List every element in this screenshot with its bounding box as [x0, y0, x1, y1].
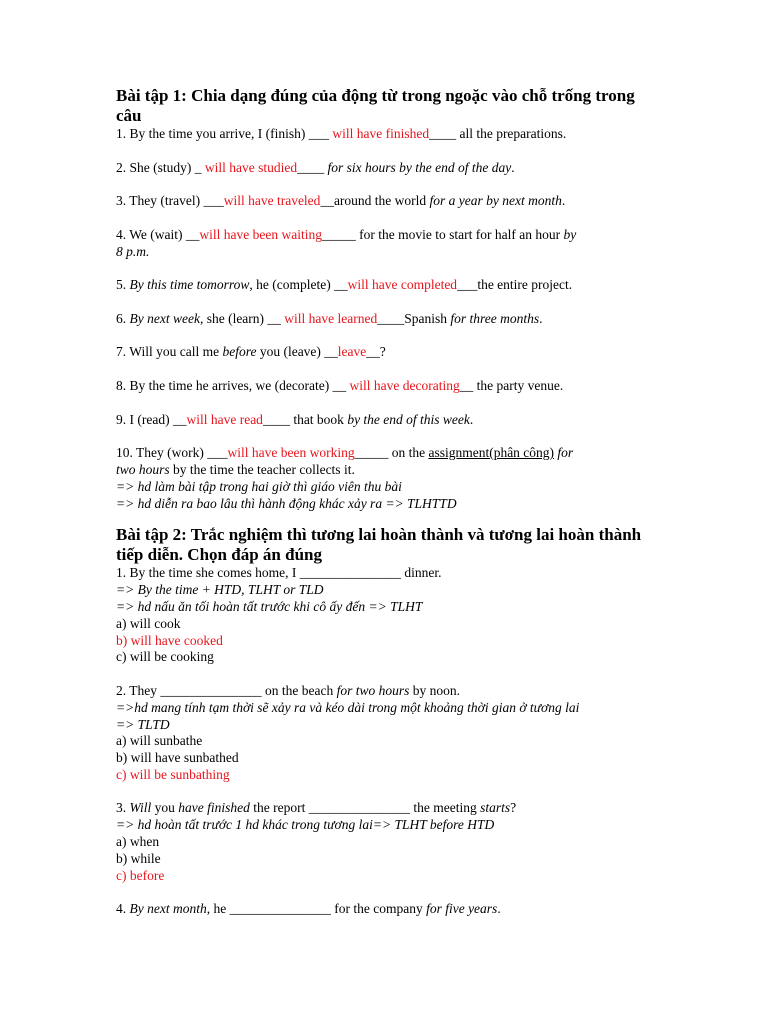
- ex2-question-2-note-2: => TLTD: [116, 716, 170, 732]
- answer: will have learned: [284, 310, 378, 326]
- ex1-question-10-cont: two hours by the time the teacher collects it.: [116, 461, 355, 477]
- answer: leave: [337, 344, 367, 360]
- answer: will have been working: [227, 445, 355, 461]
- ex2-question-3-note-1: => hd hoàn tất trước 1 hd khác trong tương lai=> TLHT before HTD: [116, 817, 495, 833]
- ex2-q3-option-b: b) while: [116, 850, 161, 866]
- ex1-question-2: 2. She (study) _ will have studied____ for six hours by the end of the day.: [116, 159, 515, 175]
- ex2-question-1-note-1: => By the time + HTD, TLHT or TLD: [116, 582, 324, 598]
- answer: will have traveled: [223, 193, 321, 209]
- ex1-question-6: 6. By next week, she (learn) __ will have learned____Spanish for three months.: [116, 310, 543, 326]
- ex1-question-8: 8. By the time he arrives, we (decorate) __ will have decorating__ the party venue.: [116, 377, 564, 393]
- answer: will have completed: [347, 277, 458, 293]
- answer: will have been waiting: [199, 226, 322, 242]
- ex2-question-3: 3. Will you have finished the report _______________ the meeting starts?: [116, 800, 517, 816]
- ex1-question-9: 9. I (read) __will have read____ that book by the end of this week.: [116, 411, 474, 427]
- answer: will have read: [186, 411, 263, 427]
- answer: will have finished: [332, 126, 430, 141]
- ex2-question-1: 1. By the time she comes home, I _______________ dinner.: [116, 565, 442, 581]
- ex1-question-10-note-2: => hd diễn ra bao lâu thì hành động khác xảy ra => TLHTTD: [116, 495, 457, 511]
- ex2-question-2: 2. They _______________ on the beach for two hours by noon.: [116, 682, 460, 698]
- ex1-question-3: 3. They (travel) ___will have traveled__around the world for a year by next month.: [116, 193, 566, 209]
- ex2-q2-option-a: a) will sunbathe: [116, 733, 203, 749]
- ex1-question-10-note-1: => hd làm bài tập trong hai giờ thì giáo viên thu bài: [116, 478, 402, 494]
- ex1-question-1: 1. By the time you arrive, I (finish) ___ will have finished____ all the preparations.: [116, 126, 567, 141]
- exercise-2-title: Bài tập 2: Trắc nghiệm thì tương lai hoàn thành và tương lai hoàn thành tiếp diễn. Chọn đáp án đúng: [116, 525, 642, 565]
- underlined-term: assignment(phân công): [428, 445, 555, 461]
- ex1-question-4-cont: 8 p.m.: [116, 243, 150, 259]
- ex2-q2-option-c-correct: c) will be sunbathing: [116, 766, 230, 782]
- ex2-q3-option-c-correct: c) before: [116, 867, 165, 883]
- ex2-question-2-note-1: =>hd mang tính tạm thời sẽ xảy ra và kéo dài trong một khoảng thời gian ở tương lai: [116, 699, 580, 715]
- ex1-question-10: 10. They (work) ___will have been working_____ on the assignment(phân công) for: [116, 445, 574, 461]
- ex2-q3-option-a: a) when: [116, 834, 160, 850]
- ex2-q1-option-c: c) will be cooking: [116, 649, 214, 665]
- exercise-1-title: Bài tập 1: Chia dạng đúng của động từ trong ngoặc vào chỗ trống trong câu: [116, 86, 635, 125]
- ex1-question-5: 5. By this time tomorrow, he (complete) __will have completed___the entire project.: [116, 277, 573, 293]
- ex2-q1-option-a: a) will cook: [116, 615, 181, 631]
- document-body: [116, 86, 656, 918]
- ex2-question-1-note-2: => hd nấu ăn tối hoàn tất trước khi cô ấy đến => TLHT: [116, 598, 423, 614]
- answer: will have decorating: [349, 377, 460, 393]
- ex1-question-4: 4. We (wait) __will have been waiting_____ for the movie to start for half an hour by: [116, 226, 577, 242]
- answer: will have studied: [204, 159, 298, 175]
- ex2-q2-option-b: b) will have sunbathed: [116, 750, 239, 766]
- ex2-q1-option-b-correct: b) will have cooked: [116, 632, 223, 648]
- ex2-question-4: 4. By next month, he _______________ for the company for five years.: [116, 901, 501, 917]
- ex1-question-7: 7. Will you call me before you (leave) __leave__?: [116, 344, 386, 360]
